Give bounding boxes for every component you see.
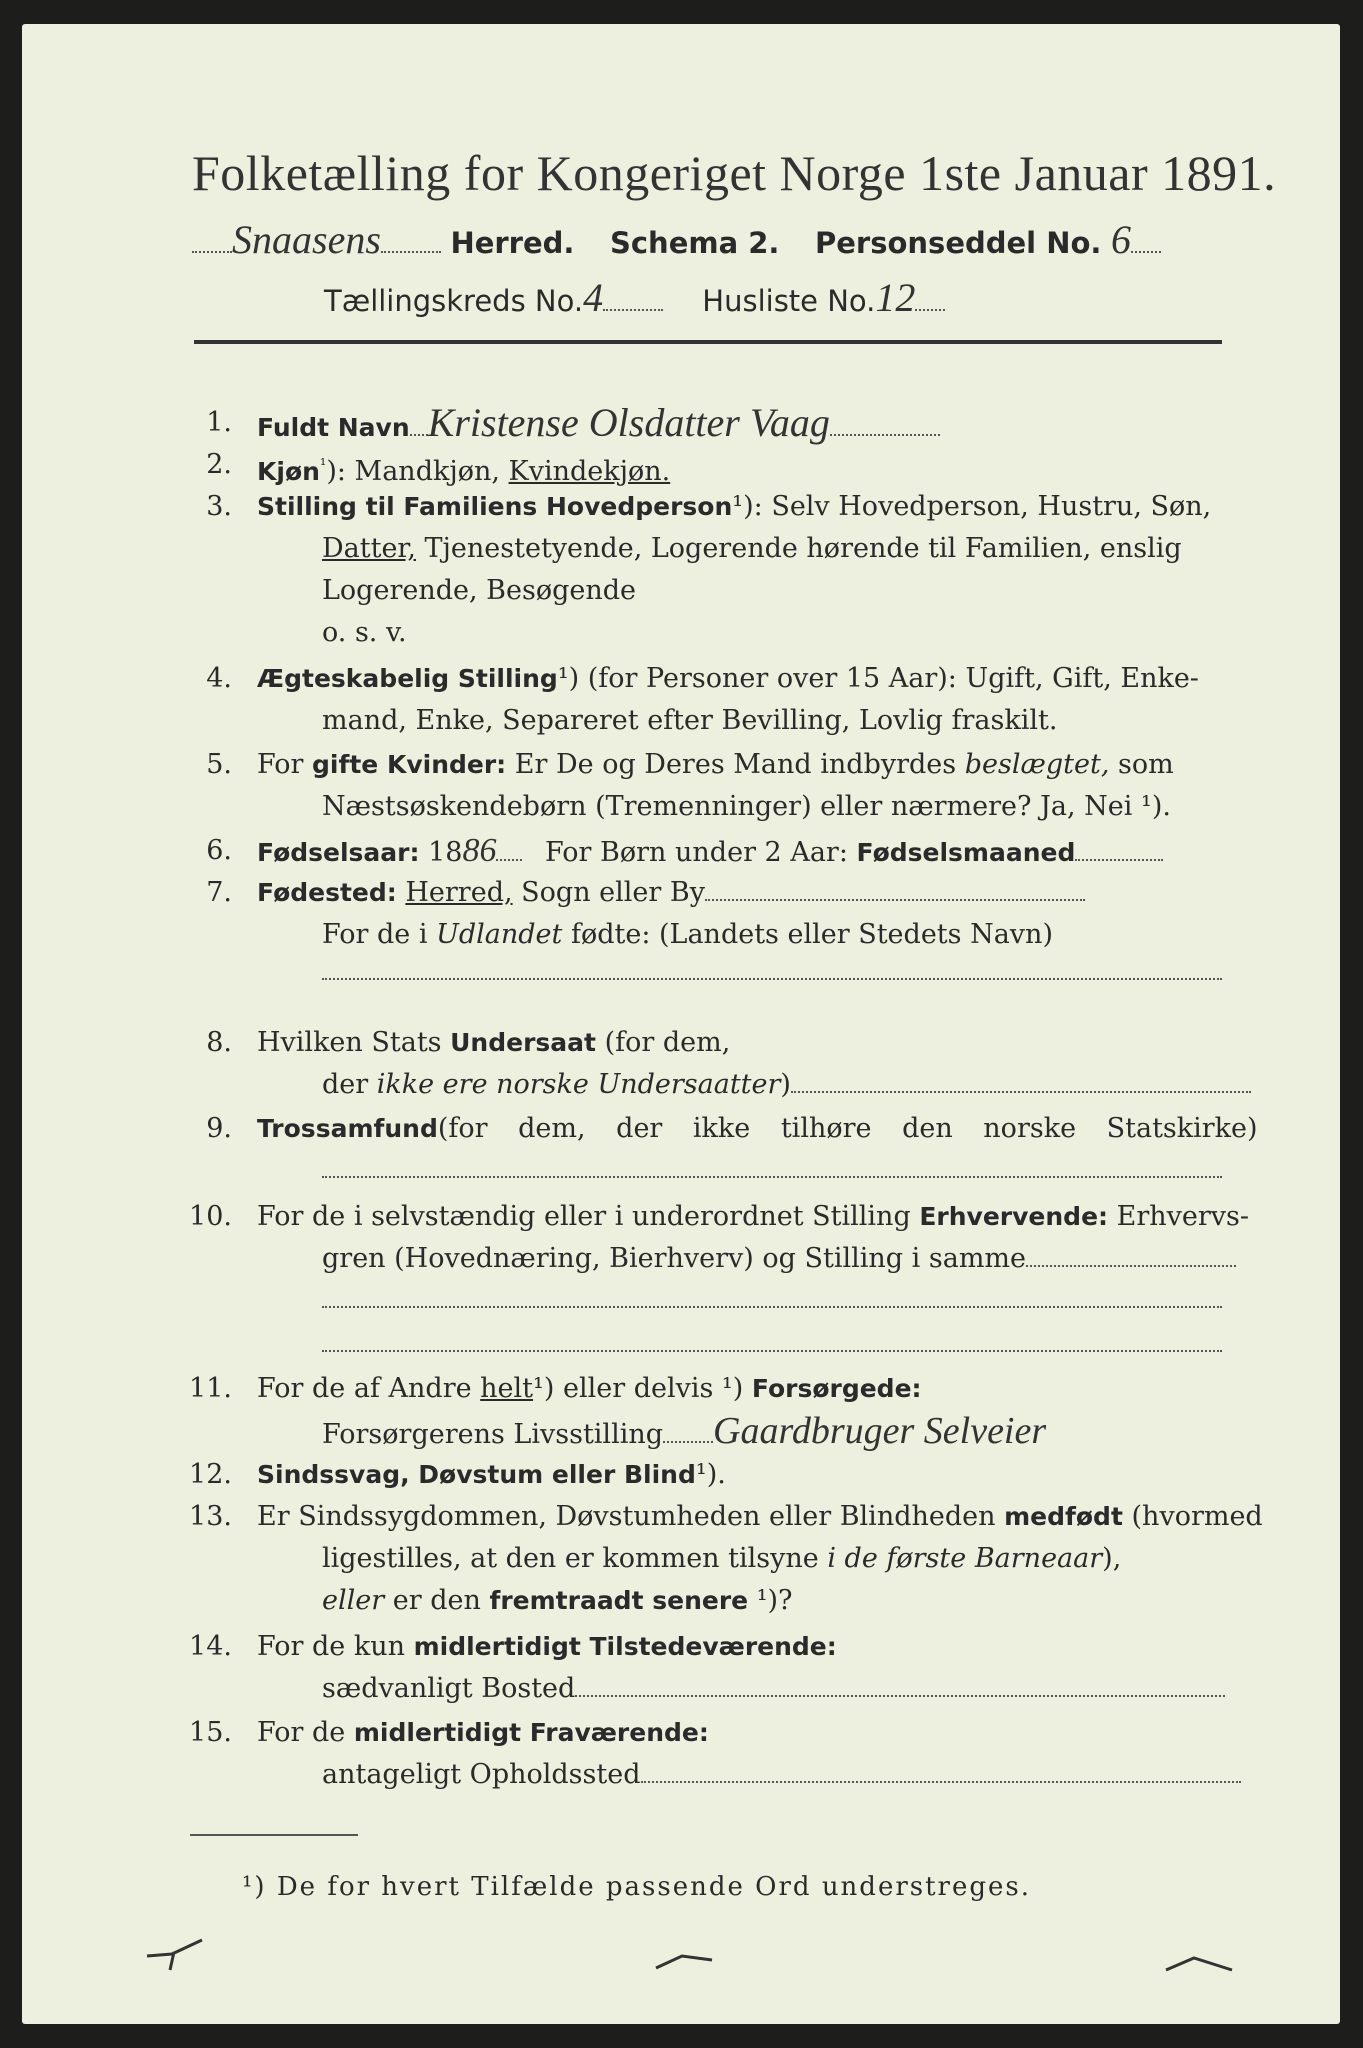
q12-label: Sindssvag, Døvstum eller Blind: [257, 1460, 696, 1489]
q11-line2: [322, 1410, 1047, 1452]
item-number: 8.: [206, 1027, 232, 1058]
q5-som: som: [1118, 749, 1174, 780]
q13-line2i: i de første Barneaar: [827, 1543, 1103, 1574]
q11-option-selected: helt: [480, 1373, 534, 1404]
q2-option-selected: Kvindekjøn.: [508, 456, 671, 487]
q7-line2b: fødte: (Landets eller Stedets Navn): [570, 919, 1053, 950]
q10-blank-line-1: [322, 1306, 1222, 1308]
q6-text: For Børn under 2 Aar:: [545, 837, 848, 868]
herred-line: [192, 216, 1161, 263]
q15-label: midlertidigt Fraværende:: [353, 1718, 709, 1747]
q10-text2: gren (Hovednæring, Bierhverv) og Stilling i samme: [322, 1243, 1027, 1274]
pen-mark-right: [1162, 1942, 1242, 1982]
q15-line1: [257, 1716, 709, 1750]
pen-mark-left: [142, 1934, 222, 1974]
q8-label: Undersaat: [450, 1028, 596, 1057]
q12-row: [257, 1458, 726, 1492]
item-number: 12.: [189, 1459, 232, 1490]
q9-blank-line: [322, 1176, 1222, 1178]
q11-value: Gaardbruger Selveier: [713, 1410, 1047, 1452]
item-number: 2.: [206, 449, 232, 480]
q11-line1b: ¹) eller delvis ¹): [533, 1373, 744, 1404]
item-number: 1.: [206, 407, 232, 438]
q8-line2a: der: [322, 1069, 369, 1100]
q11-text2: Forsørgerens Livsstilling: [322, 1419, 664, 1450]
q15-line2: [322, 1758, 1241, 1792]
q14-line1a: For de kun: [257, 1631, 405, 1662]
q13-line3i: eller: [322, 1585, 385, 1616]
q13-line1b: (hvormed: [1131, 1501, 1263, 1532]
schema-label: Schema 2.: [609, 226, 780, 260]
q3-text1: ¹): Selv Hovedperson, Hustru, Søn,: [732, 491, 1212, 522]
item-number: 11.: [189, 1373, 232, 1404]
q5-label: gifte Kvinder:: [312, 750, 507, 779]
personseddel-value: 6: [1110, 217, 1131, 262]
item-number: 5.: [206, 749, 232, 780]
q3-text3: Logerende, Besøgende: [322, 575, 636, 606]
q13-line3: [322, 1584, 793, 1618]
item-number: 4.: [206, 663, 232, 694]
q15-line1a: For de: [257, 1717, 346, 1748]
taellingskreds-value: 4: [583, 275, 604, 320]
q4-line1: [257, 662, 1199, 696]
q7-text: Sogn eller By: [521, 877, 705, 908]
pen-mark-center: [652, 1946, 722, 1976]
q13-line3b: ¹)?: [756, 1585, 793, 1616]
q5-text2: Næstsøskendebørn (Tremenninger) eller nærmere? Ja, Nei ¹).: [322, 791, 1171, 822]
census-form: [22, 24, 1340, 2024]
q10-blank-line-2: [322, 1350, 1222, 1352]
q7-line2i: Udlandet: [436, 919, 563, 950]
item-number: 14.: [189, 1631, 232, 1662]
q5-line1: [257, 748, 1174, 782]
q8-line1: [257, 1026, 730, 1060]
q7-line2: [322, 918, 1053, 952]
q3-label: Stilling til Familiens Hovedperson: [257, 492, 733, 521]
footnote: ¹) De for hvert Tilfælde passende Ord understreges.: [242, 1872, 1032, 1902]
q9-row: [257, 1112, 1258, 1146]
q10-label: Erhvervende:: [919, 1202, 1109, 1231]
q1-label: Fuldt Navn: [257, 413, 410, 442]
q6-label: Fødselsaar:: [257, 838, 420, 867]
q7-label: Fødested:: [257, 878, 397, 907]
q12-text: ¹).: [695, 1459, 726, 1490]
q13-label2: fremtraadt senere: [489, 1586, 749, 1615]
taellingskreds-line: [324, 274, 945, 321]
q13-line2b: ),: [1102, 1543, 1122, 1574]
q6-value: 86: [462, 832, 497, 869]
q13-line2a: ligestilles, at den er kommen tilsyne: [322, 1543, 819, 1574]
q14-line1: [257, 1630, 837, 1664]
q8-line2b: ): [780, 1069, 791, 1100]
q11-line1a: For de af Andre: [257, 1373, 472, 1404]
husliste-label: Husliste No.: [702, 284, 876, 318]
q3-line1: [257, 490, 1211, 524]
q14-line2: [322, 1672, 1225, 1706]
q1-row: [257, 400, 940, 445]
footnote-rule: [190, 1834, 358, 1836]
item-number: 9.: [206, 1113, 232, 1144]
q10-line1a: For de i selvstændig eller i underordnet Stilling: [257, 1201, 911, 1232]
form-title: Folketælling for Kongeriget Norge 1ste Januar 1891.: [192, 145, 1277, 201]
q9-text: (for dem, der ikke tilhøre den norske Statskirke): [437, 1113, 1258, 1144]
q10-line1b: Erhvervs-: [1116, 1201, 1250, 1232]
q13-label: medfødt: [1004, 1502, 1123, 1531]
q1-value: Kristense Olsdatter Vaag: [427, 400, 830, 445]
q13-line1a: Er Sindssygdommen, Døvstumheden eller Blindheden: [257, 1501, 996, 1532]
item-number: 15.: [189, 1717, 232, 1748]
q8-line1b: (for dem,: [604, 1027, 731, 1058]
q4-text2: mand, Enke, Separeret efter Bevilling, Lovlig fraskilt.: [322, 705, 1058, 736]
q3-text2: Tjenestetyende, Logerende hørende til Familien, enslig: [424, 533, 1182, 564]
herred-value: Snaasens: [232, 217, 381, 262]
item-number: 13.: [189, 1501, 232, 1532]
q2-sup: ¹: [319, 455, 327, 474]
q5-italic: beslægtet,: [964, 749, 1110, 780]
q5-for: For: [257, 749, 304, 780]
q8-line1a: Hvilken Stats: [257, 1027, 442, 1058]
q6-row: [257, 834, 1163, 870]
q9-label: Trossamfund: [257, 1114, 438, 1143]
q4-text1: ¹) (for Personer over 15 Aar): Ugift, Gift, Enke-: [557, 663, 1199, 694]
q13-line2: [322, 1542, 1121, 1576]
q7-line1: [257, 876, 1085, 910]
q11-label: Forsørgede:: [751, 1374, 922, 1403]
q2-row: [257, 448, 670, 489]
q3-text4: o. s. v.: [322, 617, 407, 648]
q7-line2a: For de i: [322, 919, 428, 950]
header-rule: [194, 340, 1222, 344]
item-number: 7.: [206, 877, 232, 908]
q7-option-selected: Herred,: [405, 877, 513, 908]
item-number: 10.: [189, 1201, 232, 1232]
q5-text1: Er De og Deres Mand indbyrdes: [514, 749, 957, 780]
q14-label: midlertidigt Tilstedeværende:: [413, 1632, 837, 1661]
personseddel-label: Personseddel No.: [815, 226, 1102, 260]
q10-line1: [257, 1200, 1249, 1234]
item-number: 6.: [206, 835, 232, 866]
q13-line3a: er den: [392, 1585, 481, 1616]
q2-label: Kjøn: [257, 457, 320, 486]
q3-option-selected: Datter,: [322, 533, 416, 564]
q6-label2: Fødselsmaaned: [856, 838, 1076, 867]
q8-line2i: ikke ere norske Undersaatter: [376, 1069, 781, 1100]
q7-blank-line: [322, 978, 1222, 980]
taellingskreds-label: Tællingskreds No.: [324, 284, 584, 318]
q10-line2: [322, 1242, 1236, 1276]
q8-line2: [322, 1068, 1251, 1102]
item-number: 3.: [206, 491, 232, 522]
q14-text2: sædvanligt Bosted: [322, 1673, 576, 1704]
husliste-value: 12: [875, 275, 916, 320]
q3-line2: [322, 532, 1182, 566]
q15-text2: antageligt Opholdssted: [322, 1759, 641, 1790]
q2-text: ): Mandkjøn,: [326, 456, 500, 487]
q4-label: Ægteskabelig Stilling: [257, 664, 558, 693]
herred-label: Herred.: [450, 226, 575, 260]
q13-line1: [257, 1500, 1263, 1534]
q11-line1: [257, 1372, 922, 1406]
q6-prefix: 18: [428, 837, 463, 868]
